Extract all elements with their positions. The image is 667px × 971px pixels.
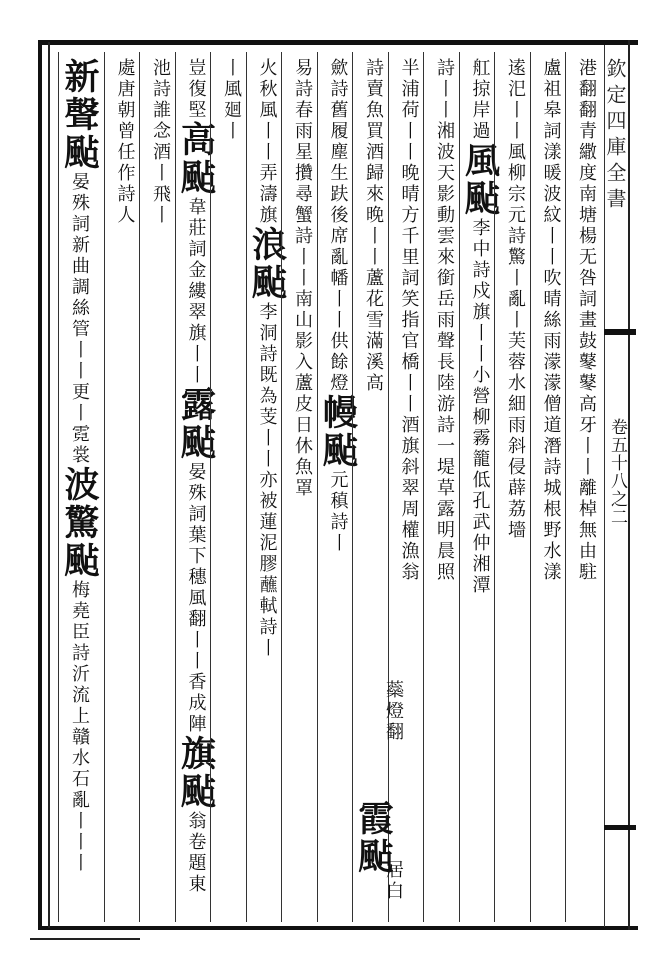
entry-heading: 霞颭: [353, 800, 394, 876]
body-text: 逺汜丨丨風: [505, 58, 526, 163]
body-text: 處唐朝曾任作詩人: [114, 58, 136, 226]
entry-heading: 露颭: [175, 386, 217, 462]
entry-heading: 新聲颭: [59, 58, 100, 172]
body-text: 易詩春雨星攢尋蟹: [292, 58, 313, 226]
column-text: [459, 52, 501, 596]
entry-heading: 旗颭: [175, 735, 217, 811]
column-text: [213, 52, 249, 142]
body-text: 池詩誰念酒丨飛丨: [150, 58, 171, 226]
text-column: [530, 52, 566, 922]
column-text: [355, 52, 391, 394]
entry-heading: 風颭: [459, 142, 501, 218]
entry-heading: 幔颭: [317, 394, 359, 470]
text-column: [494, 52, 530, 922]
fishtail-mark-bottom: [604, 825, 636, 830]
text-column: [210, 52, 246, 922]
column-text: [426, 52, 462, 583]
column-text: [391, 52, 427, 583]
body-text: 豈復堅: [185, 58, 207, 121]
body-text: 丨風廻丨: [221, 58, 242, 142]
text-column: [175, 52, 217, 922]
frame-left-border: [38, 40, 42, 930]
body-text: 詩丨丨南山影入蘆皮日休魚罩: [292, 226, 313, 499]
text-column: [388, 52, 424, 922]
column-text: [568, 52, 604, 583]
body-text: 居白: [383, 860, 404, 902]
column-text: [107, 52, 143, 226]
text-column: [459, 52, 501, 922]
body-text: 詩丨丨湘波天影動雲來銜岳雨聲長陸游詩一堤草露明晨照: [434, 58, 455, 583]
bottom-rule: [30, 938, 140, 940]
text-column: [281, 52, 317, 922]
text-column: [565, 52, 601, 922]
body-text: 晏殊詞葉下穗風翻丨丨香成陣: [185, 462, 207, 735]
body-text: 李中詩戍旗丨丨小營柳霧籠低孔武仲湘潭: [469, 218, 491, 596]
frame-bottom-border: [38, 926, 638, 930]
text-column: [139, 52, 175, 922]
entry-heading: 高颭: [175, 121, 217, 197]
body-text: 梅堯臣詩沂流上贛水石亂丨丨丨: [69, 580, 90, 874]
column-text: [497, 52, 533, 541]
column-text: [284, 52, 320, 499]
body-text: 半浦荷丨丨晚晴方千里詞笑指官橋丨丨酒旗斜翠周權漁翁: [398, 58, 420, 583]
column-text: [317, 52, 359, 554]
running-title: 欽定四庫全書: [603, 58, 627, 214]
body-text: 韋莊詞金縷翠旗丨丨: [185, 197, 207, 386]
column-text: [59, 52, 100, 874]
body-text: 元稹詩丨: [327, 470, 349, 554]
column-text: [533, 52, 569, 583]
text-column: [246, 52, 288, 922]
frame-top-border: [38, 40, 638, 45]
text-column: [423, 52, 459, 922]
entry-heading: 波驚颭: [59, 466, 100, 580]
body-text: 李洞詩既為芰丨丨亦被蓮泥膠蘸軾詩丨: [256, 302, 278, 659]
body-text: 柳宗元詩驚丨亂丨芙蓉水細雨斜侵薜荔墻: [505, 163, 526, 541]
volume-label: 卷五十八之二: [607, 418, 627, 526]
body-text: 港翻翻青繖度南塘楊无咎詞畫鼓鼕鼕高牙丨丨離棹無由駐: [576, 58, 597, 583]
body-text: 詩賣魚買酒歸來晚丨丨蘆花雪滿溪高: [363, 58, 384, 394]
body-text: 舡掠岸過: [469, 58, 491, 142]
text-column: [352, 52, 388, 922]
frame-left-inner-border: [48, 42, 50, 928]
body-text: 蘂燈翻: [383, 680, 404, 743]
body-text: 盧祖皋詞漾暖波紋丨丨吹晴絲雨濛濛僧道潛詩城根野水漾: [540, 58, 562, 583]
body-text: 晏殊詞新曲調絲管丨丨更丨霓裳: [69, 172, 90, 466]
column-text: [142, 52, 178, 226]
text-column: [317, 52, 359, 922]
body-text: 火秋風丨丨弄濤旗: [256, 58, 278, 226]
text-column: [104, 52, 140, 922]
column-text: [175, 52, 217, 895]
body-text: 歛詩舊履塵生趺後席亂幡丨丨供餘燈: [327, 58, 349, 394]
body-text: 翁卷題東: [185, 811, 207, 895]
fishtail-mark-top: [604, 329, 636, 335]
column-text: [246, 52, 288, 659]
entry-heading: 浪颭: [246, 226, 288, 302]
